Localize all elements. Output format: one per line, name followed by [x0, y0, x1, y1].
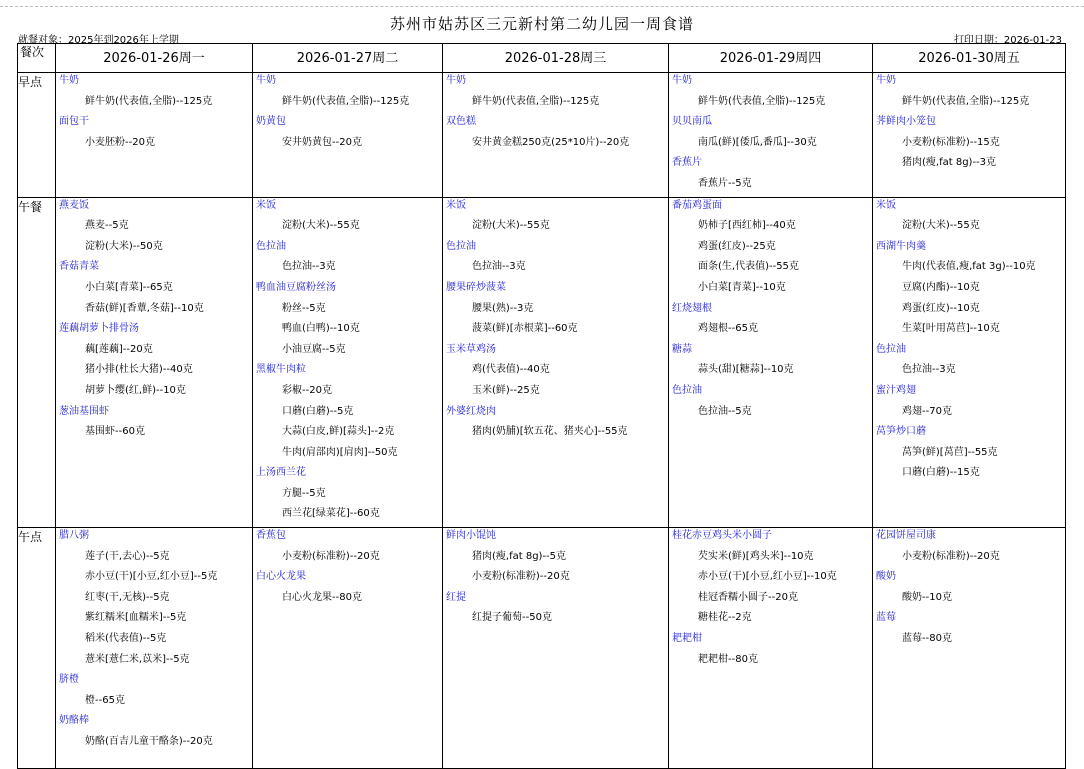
page-title: 苏州市姑苏区三元新村第二幼儿园一周食谱 [389, 15, 694, 33]
day-header-thu: 2026-01-29周四 [669, 44, 873, 73]
dish-name: 牛奶 [256, 75, 276, 86]
dish-name: 奶酪棒 [59, 715, 89, 727]
dish-name: 莴笋炒口蘑 [876, 426, 926, 438]
dish-name: 鲜肉小馄饨 [446, 530, 496, 542]
ingredient-item: 小麦胚粉--20克 [85, 136, 155, 148]
menu-cell-wed [443, 73, 669, 198]
day-header-fri: 2026-01-30周五 [873, 44, 1066, 73]
ingredient-item: 彩椒--20克 [282, 384, 332, 396]
dish-name: 酸奶 [876, 571, 896, 583]
ingredient-item: 色拉油--3克 [902, 364, 956, 376]
menu-cell-tue [253, 197, 443, 528]
ingredient-item: 豆腐(内酯)--10克 [902, 281, 980, 293]
menu-cell-thu [669, 73, 873, 198]
dish-name: 香菇青菜 [59, 261, 99, 273]
weekly-menu-table [17, 43, 1066, 769]
ingredient-item: 藕[莲藕]--20克 [85, 343, 153, 355]
ingredient-item: 稻米(代表值)--5克 [85, 633, 167, 645]
menu-cell-fri [873, 73, 1066, 198]
dish-name: 蓝莓 [876, 612, 896, 624]
dish-name: 玉米草鸡汤 [446, 343, 496, 355]
ingredient-item: 耙耙柑--80克 [698, 653, 758, 665]
dish-name: 牛奶 [446, 75, 466, 86]
ingredient-item: 猪肉(瘦,fat 8g)--3克 [902, 157, 997, 169]
dish-name: 莲藕胡萝卜排骨汤 [59, 323, 139, 335]
dish-name: 米饭 [876, 199, 896, 211]
ingredient-item: 赤小豆(干)[小豆,红小豆]--5克 [85, 571, 218, 583]
menu-cell-thu [669, 528, 873, 769]
ingredient-item: 莲子(干,去心)--5克 [85, 550, 170, 562]
ingredient-item: 安井奶黄包--20克 [282, 136, 362, 148]
dish-name: 牛奶 [672, 75, 692, 86]
ingredient-item: 奶柿子[西红柿]--40克 [698, 220, 796, 232]
ingredient-item: 酸奶--10克 [902, 591, 952, 603]
menu-cell-wed [443, 528, 669, 769]
ingredient-item: 色拉油--5克 [698, 405, 752, 417]
ingredient-item: 大蒜(白皮,鲜)[蒜头]--2克 [282, 426, 395, 438]
top-dashed-line [0, 6, 1084, 7]
ingredient-item: 色拉油--3克 [282, 261, 336, 273]
ingredient-item: 赤小豆(干)[小豆,红小豆]--10克 [698, 571, 837, 583]
ingredient-item: 白心火龙果--80克 [282, 591, 362, 603]
day-header-mon: 2026-01-26周一 [56, 44, 253, 73]
ingredient-item: 牛肉(肩部肉)[肩肉]--50克 [282, 446, 398, 458]
dish-name: 葱油基围虾 [59, 405, 109, 417]
ingredient-item: 猪肉(瘦,fat 8g)--5克 [472, 550, 567, 562]
ingredient-item: 玉米(鲜)--25克 [472, 384, 540, 396]
dish-name: 双色糕 [446, 116, 476, 128]
ingredient-item: 燕麦--5克 [85, 220, 129, 232]
ingredient-item: 红枣(干,无核)--5克 [85, 591, 170, 603]
ingredient-item: 芡实米(鲜)[鸡头米]--10克 [698, 550, 814, 562]
ingredient-item: 香蕉片--5克 [698, 177, 752, 189]
ingredient-item: 生菜[叶用莴苣]--10克 [902, 323, 1000, 335]
dish-name: 桂花赤豆鸡头米小圆子 [672, 530, 772, 542]
ingredient-item: 鲜牛奶(代表值,全脂)--125克 [282, 95, 410, 107]
ingredient-item: 小麦粉(标准粉)--20克 [472, 571, 570, 583]
meal-label-lunch: 午餐 [18, 197, 56, 528]
dish-name: 米饭 [446, 199, 466, 211]
ingredient-item: 桂冠香糯小圆子--20克 [698, 591, 798, 603]
dish-name: 番茄鸡蛋面 [672, 199, 722, 211]
menu-cell-tue [253, 73, 443, 198]
ingredient-item: 香菇(鲜)[香蕈,冬菇]--10克 [85, 302, 204, 314]
menu-cell-wed [443, 197, 669, 528]
dish-name: 牛奶 [876, 75, 896, 86]
ingredient-item: 鸡翅根--65克 [698, 323, 758, 335]
menu-cell-mon [56, 73, 253, 198]
ingredient-item: 薏米[薏仁米,苡米]--5克 [85, 653, 190, 665]
ingredient-item: 牛肉(代表值,瘦,fat 3g)--10克 [902, 261, 1036, 273]
ingredient-item: 莴笋(鲜)[莴苣]--55克 [902, 446, 998, 458]
ingredient-item: 鲜牛奶(代表值,全脂)--125克 [472, 95, 600, 107]
ingredient-item: 淀粉(大米)--50克 [85, 240, 163, 252]
ingredient-item: 橙--65克 [85, 694, 125, 706]
ingredient-item: 紫红糯米[血糯米]--5克 [85, 612, 187, 624]
dish-name: 色拉油 [672, 384, 702, 396]
ingredient-item: 鸡翅--70克 [902, 405, 952, 417]
meal-row-lunch [18, 197, 1066, 528]
ingredient-item: 小白菜[青菜]--65克 [85, 281, 173, 293]
meal-row-snack [18, 528, 1066, 769]
meal-header: 餐次 [18, 44, 56, 73]
ingredient-item: 猪小排(杜长大猪)--40克 [85, 364, 193, 376]
dish-name: 西湖牛肉羹 [876, 240, 926, 252]
dish-name: 糖蒜 [672, 343, 692, 355]
dish-name: 荠鲜肉小笼包 [876, 116, 936, 128]
ingredient-item: 口蘑(白蘑)--15克 [902, 467, 980, 479]
dish-name: 花园饼屋司康 [876, 530, 936, 542]
dish-name: 牛奶 [59, 75, 79, 86]
ingredient-item: 色拉油--3克 [472, 261, 526, 273]
ingredient-item: 鸡蛋(红皮)--10克 [902, 302, 980, 314]
day-header-tue: 2026-01-27周二 [253, 44, 443, 73]
ingredient-item: 奶酪(百吉儿童干酪条)--20克 [85, 736, 213, 747]
dish-name: 奶黄包 [256, 116, 286, 128]
dish-name: 色拉油 [446, 240, 476, 252]
dish-name: 黑椒牛肉粒 [256, 364, 306, 376]
meal-row-breakfast [18, 73, 1066, 198]
dish-name: 白心火龙果 [256, 571, 306, 583]
menu-cell-fri [873, 528, 1066, 769]
header-row [18, 44, 1066, 73]
ingredient-item: 小麦粉(标准粉)--20克 [902, 550, 1000, 562]
dish-name: 腰果碎炒菠菜 [446, 281, 506, 293]
ingredient-item: 蓝莓--80克 [902, 633, 952, 645]
ingredient-item: 西兰花[绿菜花]--60克 [282, 508, 380, 520]
menu-cell-mon [56, 528, 253, 769]
ingredient-item: 糖桂花--2克 [698, 612, 752, 624]
ingredient-item: 鸭血(白鸭)--10克 [282, 323, 360, 335]
ingredient-item: 安井黄金糕250克(25*10片)--20克 [472, 136, 630, 148]
day-header-wed: 2026-01-28周三 [443, 44, 669, 73]
meal-label-snack: 午点 [18, 528, 56, 769]
dish-name: 腊八粥 [59, 530, 89, 542]
meal-label-breakfast: 早点 [18, 73, 56, 198]
ingredient-item: 红提子葡萄--50克 [472, 612, 552, 624]
ingredient-item: 鸡(代表值)--40克 [472, 364, 550, 376]
target-label: 就餐对象：2025年到2026年上学期 [18, 35, 179, 46]
ingredient-item: 方腿--5克 [282, 487, 326, 499]
ingredient-item: 南瓜(鲜)[倭瓜,番瓜]--30克 [698, 136, 817, 148]
ingredient-item: 粉丝--5克 [282, 302, 326, 314]
ingredient-item: 鲜牛奶(代表值,全脂)--125克 [698, 95, 826, 107]
ingredient-item: 面条(生,代表值)--55克 [698, 261, 799, 273]
dish-name: 蜜汁鸡翅 [876, 384, 916, 396]
ingredient-item: 鲜牛奶(代表值,全脂)--125克 [902, 95, 1030, 107]
ingredient-item: 菠菜(鲜)[赤根菜]--60克 [472, 323, 578, 335]
ingredient-item: 鸡蛋(红皮)--25克 [698, 240, 776, 252]
ingredient-item: 小油豆腐--5克 [282, 343, 346, 355]
ingredient-item: 腰果(熟)--3克 [472, 302, 534, 314]
ingredient-item: 口蘑(白蘑)--5克 [282, 405, 354, 417]
dish-name: 鸭血油豆腐粉丝汤 [256, 281, 336, 293]
menu-cell-fri [873, 197, 1066, 528]
dish-name: 贝贝南瓜 [672, 116, 712, 128]
dish-name: 红提 [446, 591, 466, 603]
ingredient-item: 基围虾--60克 [85, 426, 145, 438]
dish-name: 外婆红烧肉 [446, 405, 496, 417]
dish-name: 香蕉片 [672, 157, 702, 169]
dish-name: 面包干 [59, 116, 89, 128]
menu-cell-thu [669, 197, 873, 528]
dish-name: 色拉油 [876, 343, 906, 355]
dish-name: 香蕉包 [256, 530, 286, 542]
ingredient-item: 猪肉(奶脯)[软五花、猪夹心]--55克 [472, 426, 628, 438]
ingredient-item: 淀粉(大米)--55克 [472, 220, 550, 232]
dish-name: 上汤西兰花 [256, 467, 306, 479]
dish-name: 耙耙柑 [672, 633, 702, 645]
print-date: 打印日期：2026-01-23 [953, 35, 1062, 46]
ingredient-item: 淀粉(大米)--55克 [282, 220, 360, 232]
dish-name: 米饭 [256, 199, 276, 211]
dish-name: 燕麦饭 [59, 199, 89, 211]
ingredient-item: 蒜头(甜)[糖蒜]--10克 [698, 364, 794, 376]
dish-name: 红烧翅根 [672, 302, 712, 314]
menu-cell-mon [56, 197, 253, 528]
ingredient-item: 胡萝卜缨(红,鲜)--10克 [85, 384, 186, 396]
ingredient-item: 淀粉(大米)--55克 [902, 220, 980, 232]
dish-name: 色拉油 [256, 240, 286, 252]
ingredient-item: 小麦粉(标准粉)--20克 [282, 550, 380, 562]
menu-cell-tue [253, 528, 443, 769]
ingredient-item: 鲜牛奶(代表值,全脂)--125克 [85, 95, 213, 107]
ingredient-item: 小麦粉(标准粉)--15克 [902, 136, 1000, 148]
ingredient-item: 小白菜[青菜]--10克 [698, 281, 786, 293]
dish-name: 脐橙 [59, 674, 79, 686]
